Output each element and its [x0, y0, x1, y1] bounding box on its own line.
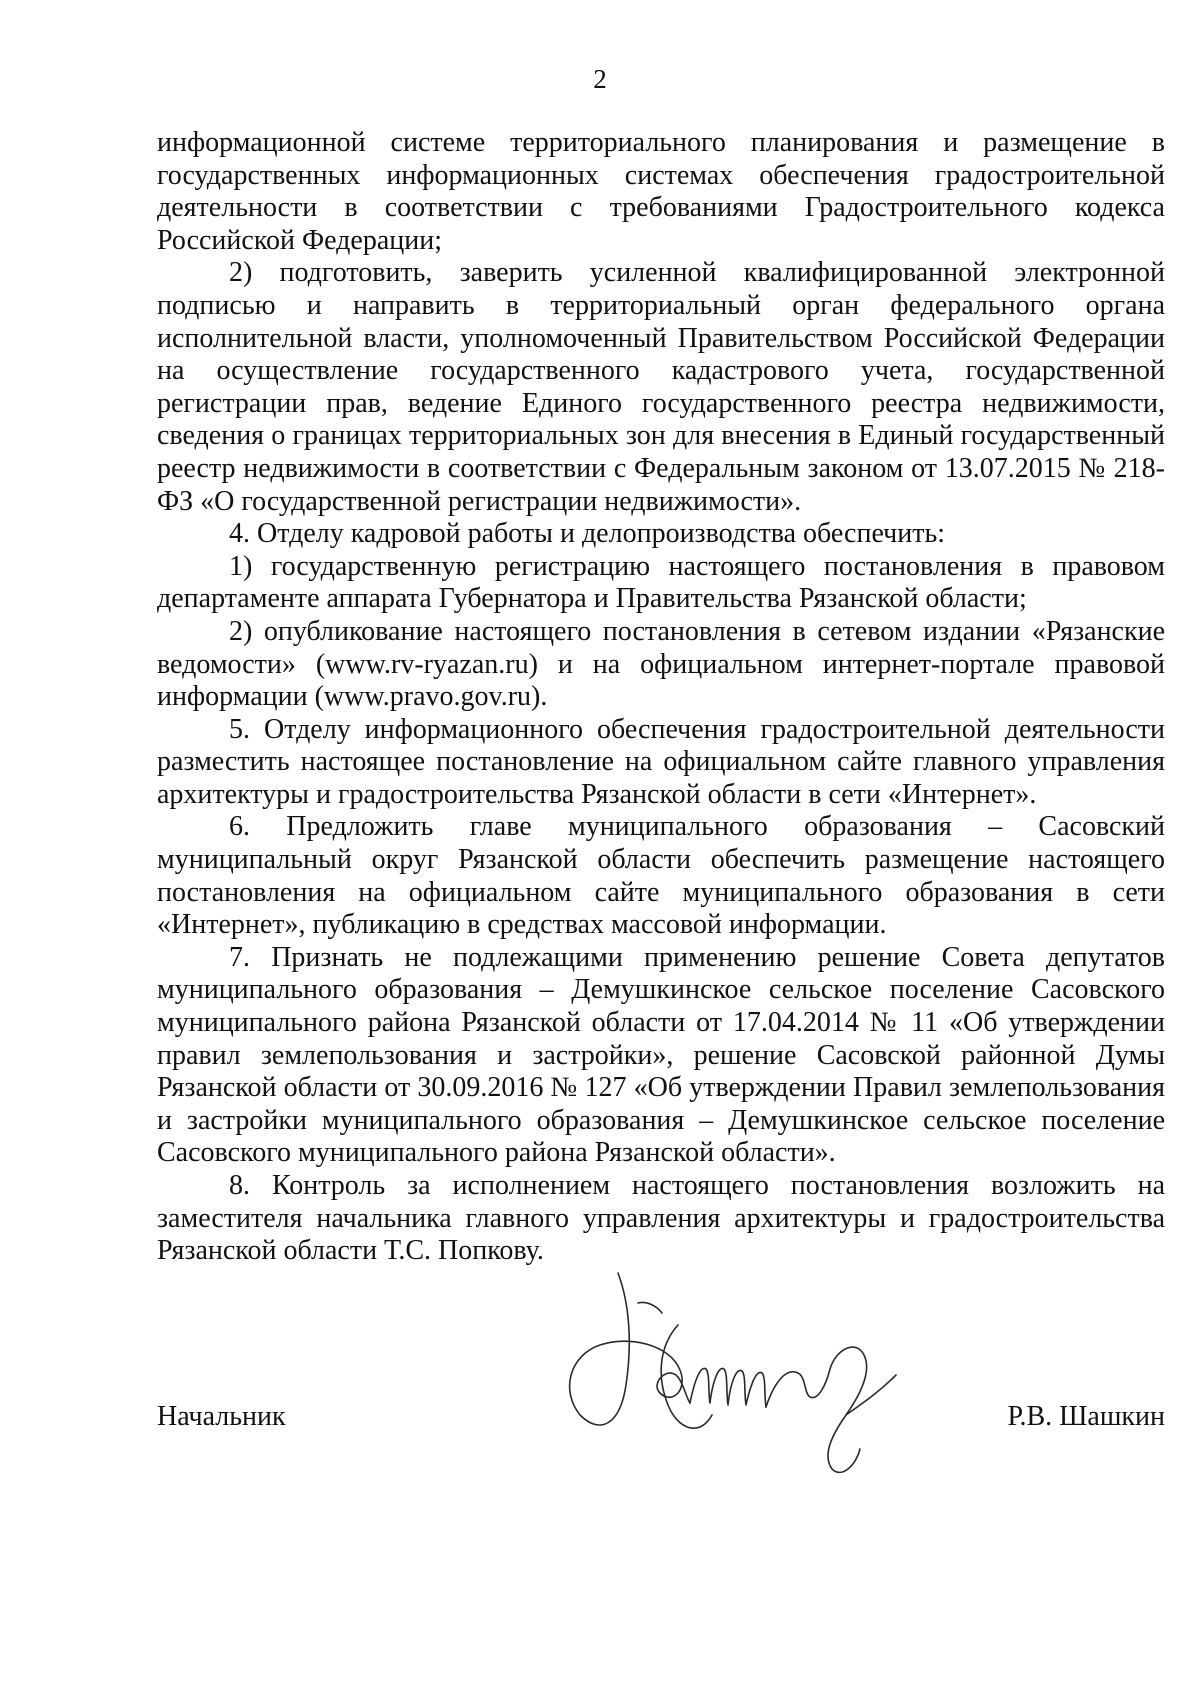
page-number: 2: [593, 64, 607, 94]
paragraph-continuation: информационной системе территориального планирования и размещение в государственных информационных системах обеспечения градостроительной деятельности в соответствии с требованиями Градостроительного кодекса Российской Федерации;: [157, 127, 1165, 256]
paragraph-item-7: 7. Признать не подлежащими применению решение Совета депутатов муниципального образования – Демушкинское сельское поселение Сасовского муниципального района Рязанской области от 17.04.2014 № 11 «Об утверждении правил землепользования и застройки», решение Сасовской районной Думы Рязанской области от 30.09.2016 № 127 «Об утверждении Правил землепользования и застройки муниципального образования – Демушкинское сельское поселение Сасовского муниципального района Рязанской области».: [157, 941, 1165, 1169]
paragraph-item-4: 4. Отделу кадровой работы и делопроизводства обеспечить:: [229, 518, 946, 550]
paragraph-item-4-1: 1) государственную регистрацию настоящего постановления в правовом департаменте аппарата Губернатора и Правительства Рязанской области;: [157, 550, 1165, 615]
paragraph-item-2-sign-and-send: 2) подготовить, заверить усиленной квалифицированной электронной подписью и направить в территориальный орган федерального органа исполнительной власти, уполномоченный Правительством Российской Федерации на осуществление государственного кадастрового учета, государственной регистрации прав, ведение Единого государственного реестра недвижимости, сведения о границах территориальных зон для внесения в Единый государственный реестр недвижимости в соответствии с Федеральным законом от 13.07.2015 № 218-ФЗ «О государственной регистрации недвижимости».: [157, 257, 1165, 517]
signatory-position: Начальник: [157, 1401, 286, 1432]
handwritten-signature: [560, 1265, 920, 1485]
paragraph-item-4-2: 2) опубликование настоящего постановления в сетевом издании «Рязанские ведомости» (www.rv-ryazan.ru) и на официальном интернет-портале правовой информации (www.pravo.gov.ru).: [157, 615, 1165, 713]
paragraph-item-6: 6. Предложить главе муниципального образования – Сасовский муниципальный округ Рязанской области обеспечить размещение настоящего постановления на официальном сайте муниципального образования в сети «Интернет», публикацию в средствах массовой информации.: [157, 811, 1165, 941]
paragraph-item-8: 8. Контроль за исполнением настоящего постановления возложить на заместителя начальника главного управления архитектуры и градостроительства Рязанской области Т.С. Попкову.: [157, 1170, 1165, 1267]
document-body: [157, 127, 1165, 1268]
paragraph-item-5: 5. Отделу информационного обеспечения градостроительной деятельности разместить настоящее постановление на официальном сайте главного управления архитектуры и градостроительства Рязанской области в сети «Интернет».: [157, 713, 1165, 810]
signature-block: [157, 1401, 1165, 1441]
signatory-name: Р.В. Шашкин: [1007, 1401, 1165, 1432]
